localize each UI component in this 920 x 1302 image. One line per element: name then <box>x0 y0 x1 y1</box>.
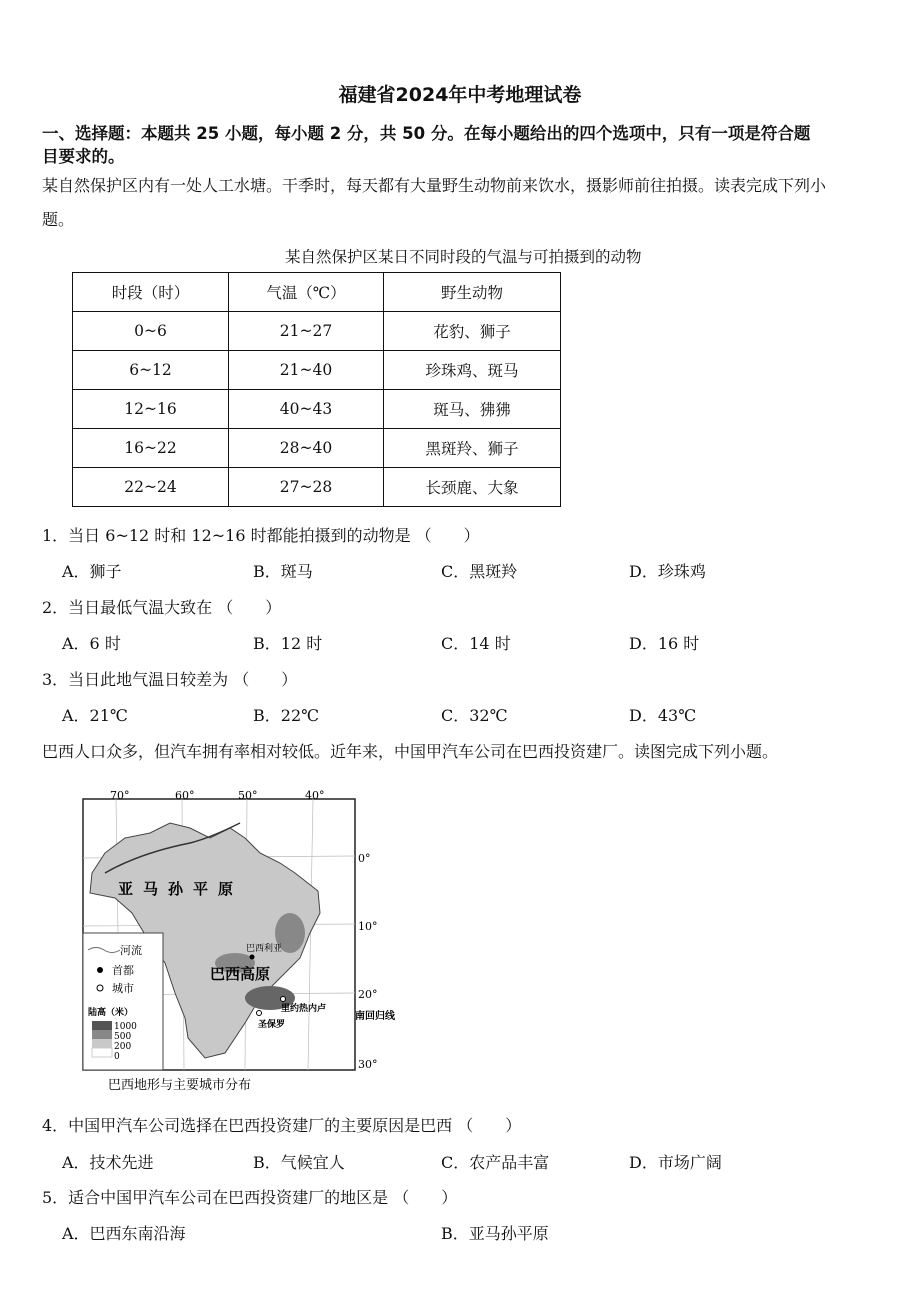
page-title: 福建省2024年中考地理试卷 <box>338 84 582 106</box>
amazon-label: 亚马孙平原 <box>118 880 244 898</box>
lon-label: 50° <box>238 789 258 802</box>
cell: 22~24 <box>73 468 229 507</box>
question-5: 5．适合中国甲汽车公司在巴西投资建厂的地区是 （ ） <box>42 1188 458 1207</box>
city-marker <box>281 997 286 1002</box>
cell: 长颈鹿、大象 <box>384 468 561 507</box>
city-marker <box>257 1011 262 1016</box>
legend-elevation-title: 陆高（米） <box>88 1008 134 1018</box>
option-b[interactable]: B．亚马孙平原 <box>441 1224 549 1243</box>
table-header-row <box>73 273 561 312</box>
cell: 12~16 <box>73 390 229 429</box>
cell: 花豹、狮子 <box>384 312 561 351</box>
cell: 28~40 <box>229 429 384 468</box>
legend-capital: 首都 <box>112 964 134 977</box>
data-table <box>72 272 561 507</box>
cell: 0~6 <box>73 312 229 351</box>
option-c[interactable]: C．14 时 <box>441 634 511 653</box>
plateau-label: 巴西高原 <box>210 965 271 983</box>
cell: 6~12 <box>73 351 229 390</box>
cell: 16~22 <box>73 429 229 468</box>
section-heading: 一、选择题：本题共 25 小题，每小题 2 分，共 50 分。在每小题给出的四个选项中，只有一项是符合题 <box>42 124 811 143</box>
intro-text: 某自然保护区内有一处人工水塘。干季时，每天都有大量野生动物前来饮水，摄影师前往拍摄。读表完成下列小 <box>42 176 827 195</box>
table-row <box>73 390 561 429</box>
header-cell: 气温（℃） <box>229 273 384 312</box>
cell: 黑斑羚、狮子 <box>384 429 561 468</box>
lon-label: 60° <box>175 789 195 802</box>
header-cell: 时段（时） <box>73 273 229 312</box>
lat-label: 10° <box>358 920 378 933</box>
option-b[interactable]: B．斑马 <box>253 562 313 581</box>
map-caption: 巴西地形与主要城市分布 <box>108 1078 252 1093</box>
table-row <box>73 468 561 507</box>
option-a[interactable]: A．6 时 <box>62 634 121 653</box>
legend-elev: 200 <box>114 1042 132 1052</box>
lat-label: 0° <box>358 852 371 865</box>
intro-text-2: 巴西人口众多，但汽车拥有率相对较低。近年来，中国甲汽车公司在巴西投资建厂。读图完成下列小题。 <box>42 742 779 761</box>
option-c[interactable]: C．32℃ <box>441 706 508 725</box>
tropic-label: 南回归线 <box>355 1011 395 1022</box>
city-legend-icon <box>97 985 103 991</box>
legend-elev: 0 <box>114 1052 120 1062</box>
option-d[interactable]: D．16 时 <box>629 634 700 653</box>
header-cell: 野生动物 <box>384 273 561 312</box>
legend-elev: 500 <box>114 1032 132 1042</box>
question-3: 3．当日此地气温日较差为 （ ） <box>42 670 298 689</box>
intro-text-cont: 题。 <box>42 210 75 229</box>
saopaulo-label: 圣保罗 <box>258 1020 286 1030</box>
cell: 斑马、狒狒 <box>384 390 561 429</box>
capital-marker <box>250 955 255 960</box>
capital-label: 巴西利亚 <box>246 944 283 954</box>
legend-elev: 1000 <box>114 1022 137 1032</box>
swatch-1000 <box>92 1021 112 1030</box>
lon-label: 70° <box>110 789 130 802</box>
swatch-200 <box>92 1039 112 1048</box>
question-2: 2．当日最低气温大致在 （ ） <box>42 598 282 617</box>
swatch-0 <box>92 1048 112 1057</box>
option-d[interactable]: D．43℃ <box>629 706 697 725</box>
table-caption: 某自然保护区某日不同时段的气温与可拍摄到的动物 <box>285 248 642 266</box>
cell: 珍珠鸡、斑马 <box>384 351 561 390</box>
question-4: 4．中国甲汽车公司选择在巴西投资建厂的主要原因是巴西 （ ） <box>42 1116 522 1135</box>
lon-label: 40° <box>305 789 325 802</box>
table-row <box>73 351 561 390</box>
option-d[interactable]: D．市场广阔 <box>629 1153 722 1172</box>
brazil-map <box>80 783 395 1098</box>
cell: 21~40 <box>229 351 384 390</box>
option-c[interactable]: C．农产品丰富 <box>441 1153 550 1172</box>
table-row <box>73 312 561 351</box>
option-a[interactable]: A．狮子 <box>62 562 122 581</box>
rio-label: 里约热内卢 <box>281 1004 327 1014</box>
cell: 40~43 <box>229 390 384 429</box>
lat-label: 20° <box>358 988 378 1001</box>
option-d[interactable]: D．珍珠鸡 <box>629 562 706 581</box>
option-a[interactable]: A．21℃ <box>62 706 128 725</box>
option-a[interactable]: A．巴西东南沿海 <box>62 1224 186 1243</box>
cell: 27~28 <box>229 468 384 507</box>
option-a[interactable]: A．技术先进 <box>62 1153 154 1172</box>
lat-label: 30° <box>358 1058 378 1071</box>
section-heading-cont: 目要求的。 <box>42 147 125 166</box>
swatch-500 <box>92 1030 112 1039</box>
table-row <box>73 429 561 468</box>
question-1: 1．当日 6~12 时和 12~16 时都能拍摄到的动物是 （ ） <box>42 526 480 545</box>
option-b[interactable]: B．12 时 <box>253 634 323 653</box>
option-b[interactable]: B．气候宜人 <box>253 1153 345 1172</box>
cell: 21~27 <box>229 312 384 351</box>
option-c[interactable]: C．黑斑羚 <box>441 562 518 581</box>
legend-city: 城市 <box>112 982 134 995</box>
capital-legend-icon <box>97 967 103 973</box>
option-b[interactable]: B．22℃ <box>253 706 320 725</box>
legend-river: 河流 <box>120 944 142 957</box>
